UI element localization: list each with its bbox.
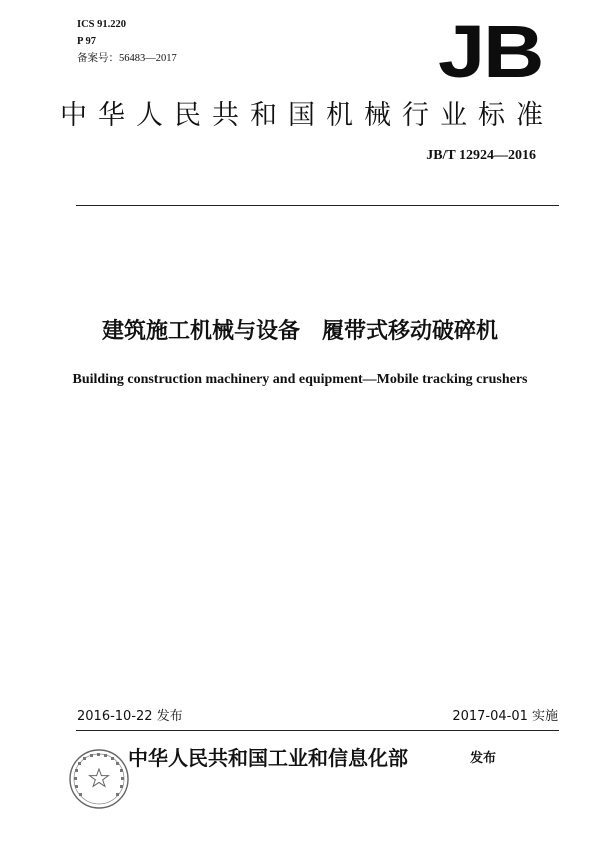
ccs-code: P 97 <box>77 36 96 47</box>
publisher-name: 中华人民共和国工业和信息化部 <box>128 746 408 770</box>
document-title-english: Building construction machinery and equipment—Mobile tracking crushers <box>72 372 528 387</box>
implementation-date: 2017-04-01 实施 <box>452 709 558 724</box>
jb-logo: JB <box>437 10 543 93</box>
issue-date: 2016-10-22 发布 <box>77 709 183 724</box>
standard-code: JB/T 12924—2016 <box>426 148 536 163</box>
document-title-chinese: 建筑施工机械与设备 履带式移动破碎机 <box>101 319 498 344</box>
standard-type-title: 中华人民共和国机械行业标准 <box>60 100 554 131</box>
filing-number: 备案号：56483—2017 <box>77 53 177 64</box>
publish-label: 发布 <box>470 751 497 766</box>
bottom-divider <box>76 730 559 731</box>
ics-code: ICS 91.220 <box>77 19 127 30</box>
top-divider <box>76 205 559 206</box>
classification-block <box>77 16 177 67</box>
ministry-seal-icon <box>68 748 130 810</box>
